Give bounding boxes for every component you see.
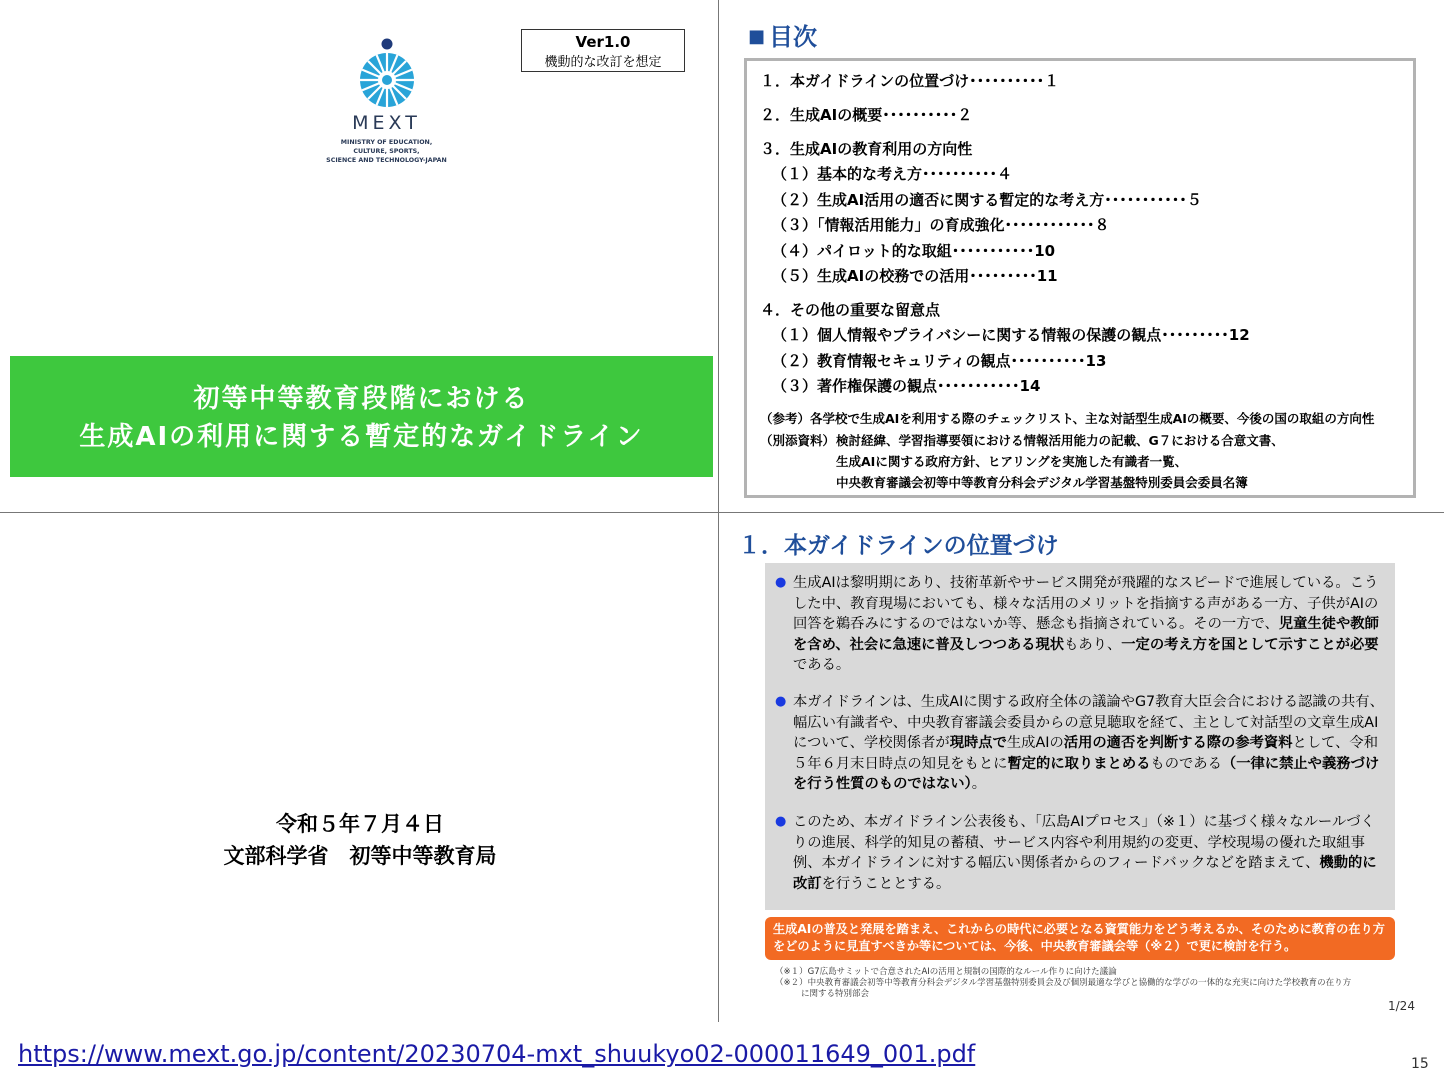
horizontal-divider: [0, 512, 1444, 513]
mext-logo: [324, 36, 449, 165]
footnote: （※２）中央教育審議会初等中等教育分科会デジタル学習基盤特別委員会及び個別最適な学びと協働的な学びの一体的な充実に向けた学校教育の在り方: [775, 978, 1352, 988]
callout-box: 生成AIの普及と発展を踏まえ、これからの時代に必要となる資質能力をどう考えるか、そのために教育の在り方をどのように見直すべきか等については、今後、中央教育審議会等（※２）で更に検討を行う。: [765, 917, 1395, 960]
logo-wordmark: MEXT: [352, 112, 421, 134]
toc-item: （２）教育情報セキュリティの観点･･････････13: [772, 352, 1107, 370]
vertical-divider: [718, 0, 719, 1022]
bullet-paragraph: ● このため、本ガイドライン公表後も、「広島AIプロセス」（※１）に基づく様々なルールづくりの進展、科学的知見の蓄積、サービス内容や利用規約の変更、学校現場の優れた取組事例、本ガイドラインに対する幅広い関係者からのフィードバックなどを踏まえて、機動的に改訂を行うこととする。: [775, 814, 1377, 892]
toc-annex-line: 検討経緯、学習指導要領における情報活用能力の記載、G７における合意文書、: [836, 433, 1284, 448]
toc-item: ３．生成AIの教育利用の方向性: [760, 140, 973, 158]
version-label: Ver1.0: [575, 33, 631, 51]
version-note: 機動的な改訂を想定: [544, 55, 662, 70]
toc-annex-line: 生成AIに関する政府方針、ヒアリングを実施した有識者一覧、: [836, 454, 1188, 469]
footnotes: [775, 967, 1351, 1000]
bullet-dot-icon: ●: [775, 694, 787, 709]
version-box: [521, 29, 685, 72]
toc-item: ２．生成AIの概要･･････････２: [760, 106, 973, 124]
logo-subtitle: MINISTRY OF EDUCATION, CULTURE, SPORTS, SCIENCE AND TECHNOLOGY-JAPAN: [326, 139, 447, 164]
page-indicator: 1/24: [1388, 999, 1415, 1013]
toc-annex-line: 中央教育審議会初等中等教育分科会デジタル学習基盤特別委員会委員名簿: [836, 475, 1248, 490]
cover-title: [10, 356, 713, 477]
title-line-2: 生成AIの利用に関する暫定的なガイドライン: [79, 422, 644, 452]
toc-item: （３）著作権保護の観点･･･････････14: [772, 377, 1041, 395]
source-link[interactable]: https://www.mext.go.jp/content/20230704-mxt_shuukyo02-000011649_001.pdf: [18, 1040, 976, 1068]
toc-heading: ■ 目次: [748, 23, 818, 51]
toc-item: ４．その他の重要な留意点: [760, 301, 941, 319]
issue-date: 令和５年７月４日: [276, 812, 444, 836]
toc-reference: （参考）各学校で生成AIを利用する際のチェックリスト、主な対話型生成AIの概要、今後の国の取組の方向性: [760, 411, 1375, 426]
bullet-dot-icon: ●: [775, 814, 787, 829]
toc-item: （１）個人情報やプライバシーに関する情報の保護の観点･････････12: [772, 326, 1250, 344]
footnote-cont: に関する特別部会: [801, 989, 870, 999]
issuing-org: 文部科学省 初等中等教育局: [223, 844, 497, 868]
toc-item: （１）基本的な考え方･･････････４: [772, 165, 1013, 183]
footnote: （※１）G7広島サミットで合意されたAIの活用と規制の国際的なルール作りに向けた議論: [775, 967, 1117, 977]
slide-number: 15: [1411, 1056, 1429, 1072]
toc-item: １．本ガイドラインの位置づけ･･････････１: [760, 72, 1060, 90]
toc-item: （５）生成AIの校務での活用･････････11: [772, 267, 1058, 285]
bullet-paragraph: ● 生成AIは黎明期にあり、技術革新やサービス開発が飛躍的なスピードで進展している。こうした中、教育現場においても、様々な活用のメリットを指摘する声がある一方、子供がAIの回答を鵜呑みにするのではないか等、懸念も指摘されている。その一方で、児童生徒や教師を含め、社会に急速に普及しつつある現状もあり、一定の考え方を国として示すことが必要である。: [775, 575, 1379, 674]
section1-heading: １．本ガイドラインの位置づけ: [738, 533, 1059, 559]
toc-item: （３）「情報活用能力」の育成強化････････････８: [772, 216, 1110, 234]
toc-item: （２）生成AI活用の適否に関する暫定的な考え方･･･････････５: [772, 191, 1202, 209]
bullet-dot-icon: ●: [775, 575, 787, 590]
toc-item: （４）パイロット的な取組･･･････････10: [772, 242, 1056, 260]
square-bullet-icon: ■: [748, 26, 766, 47]
mext-emblem-icon: [354, 36, 420, 110]
issue-date-block: [170, 808, 550, 872]
bullet-paragraph: ● 本ガイドラインは、生成AIに関する政府全体の議論やG7教育大臣会合における認識の共有、幅広い有識者や、中央教育審議会委員からの意見聴取を経て、主として対話型の文章生成AIについて、学校関係者が現時点で生成AIの活用の適否を判断する際の参考資料として、令和５年６月末日時点の知見をもとに暫定的に取りまとめるものである（一律に禁止や義務づけを行う性質のものではない）。: [775, 694, 1384, 793]
toc-annex-label: （別添資料）: [760, 433, 836, 448]
title-line-1: 初等中等教育段階における: [193, 384, 530, 414]
